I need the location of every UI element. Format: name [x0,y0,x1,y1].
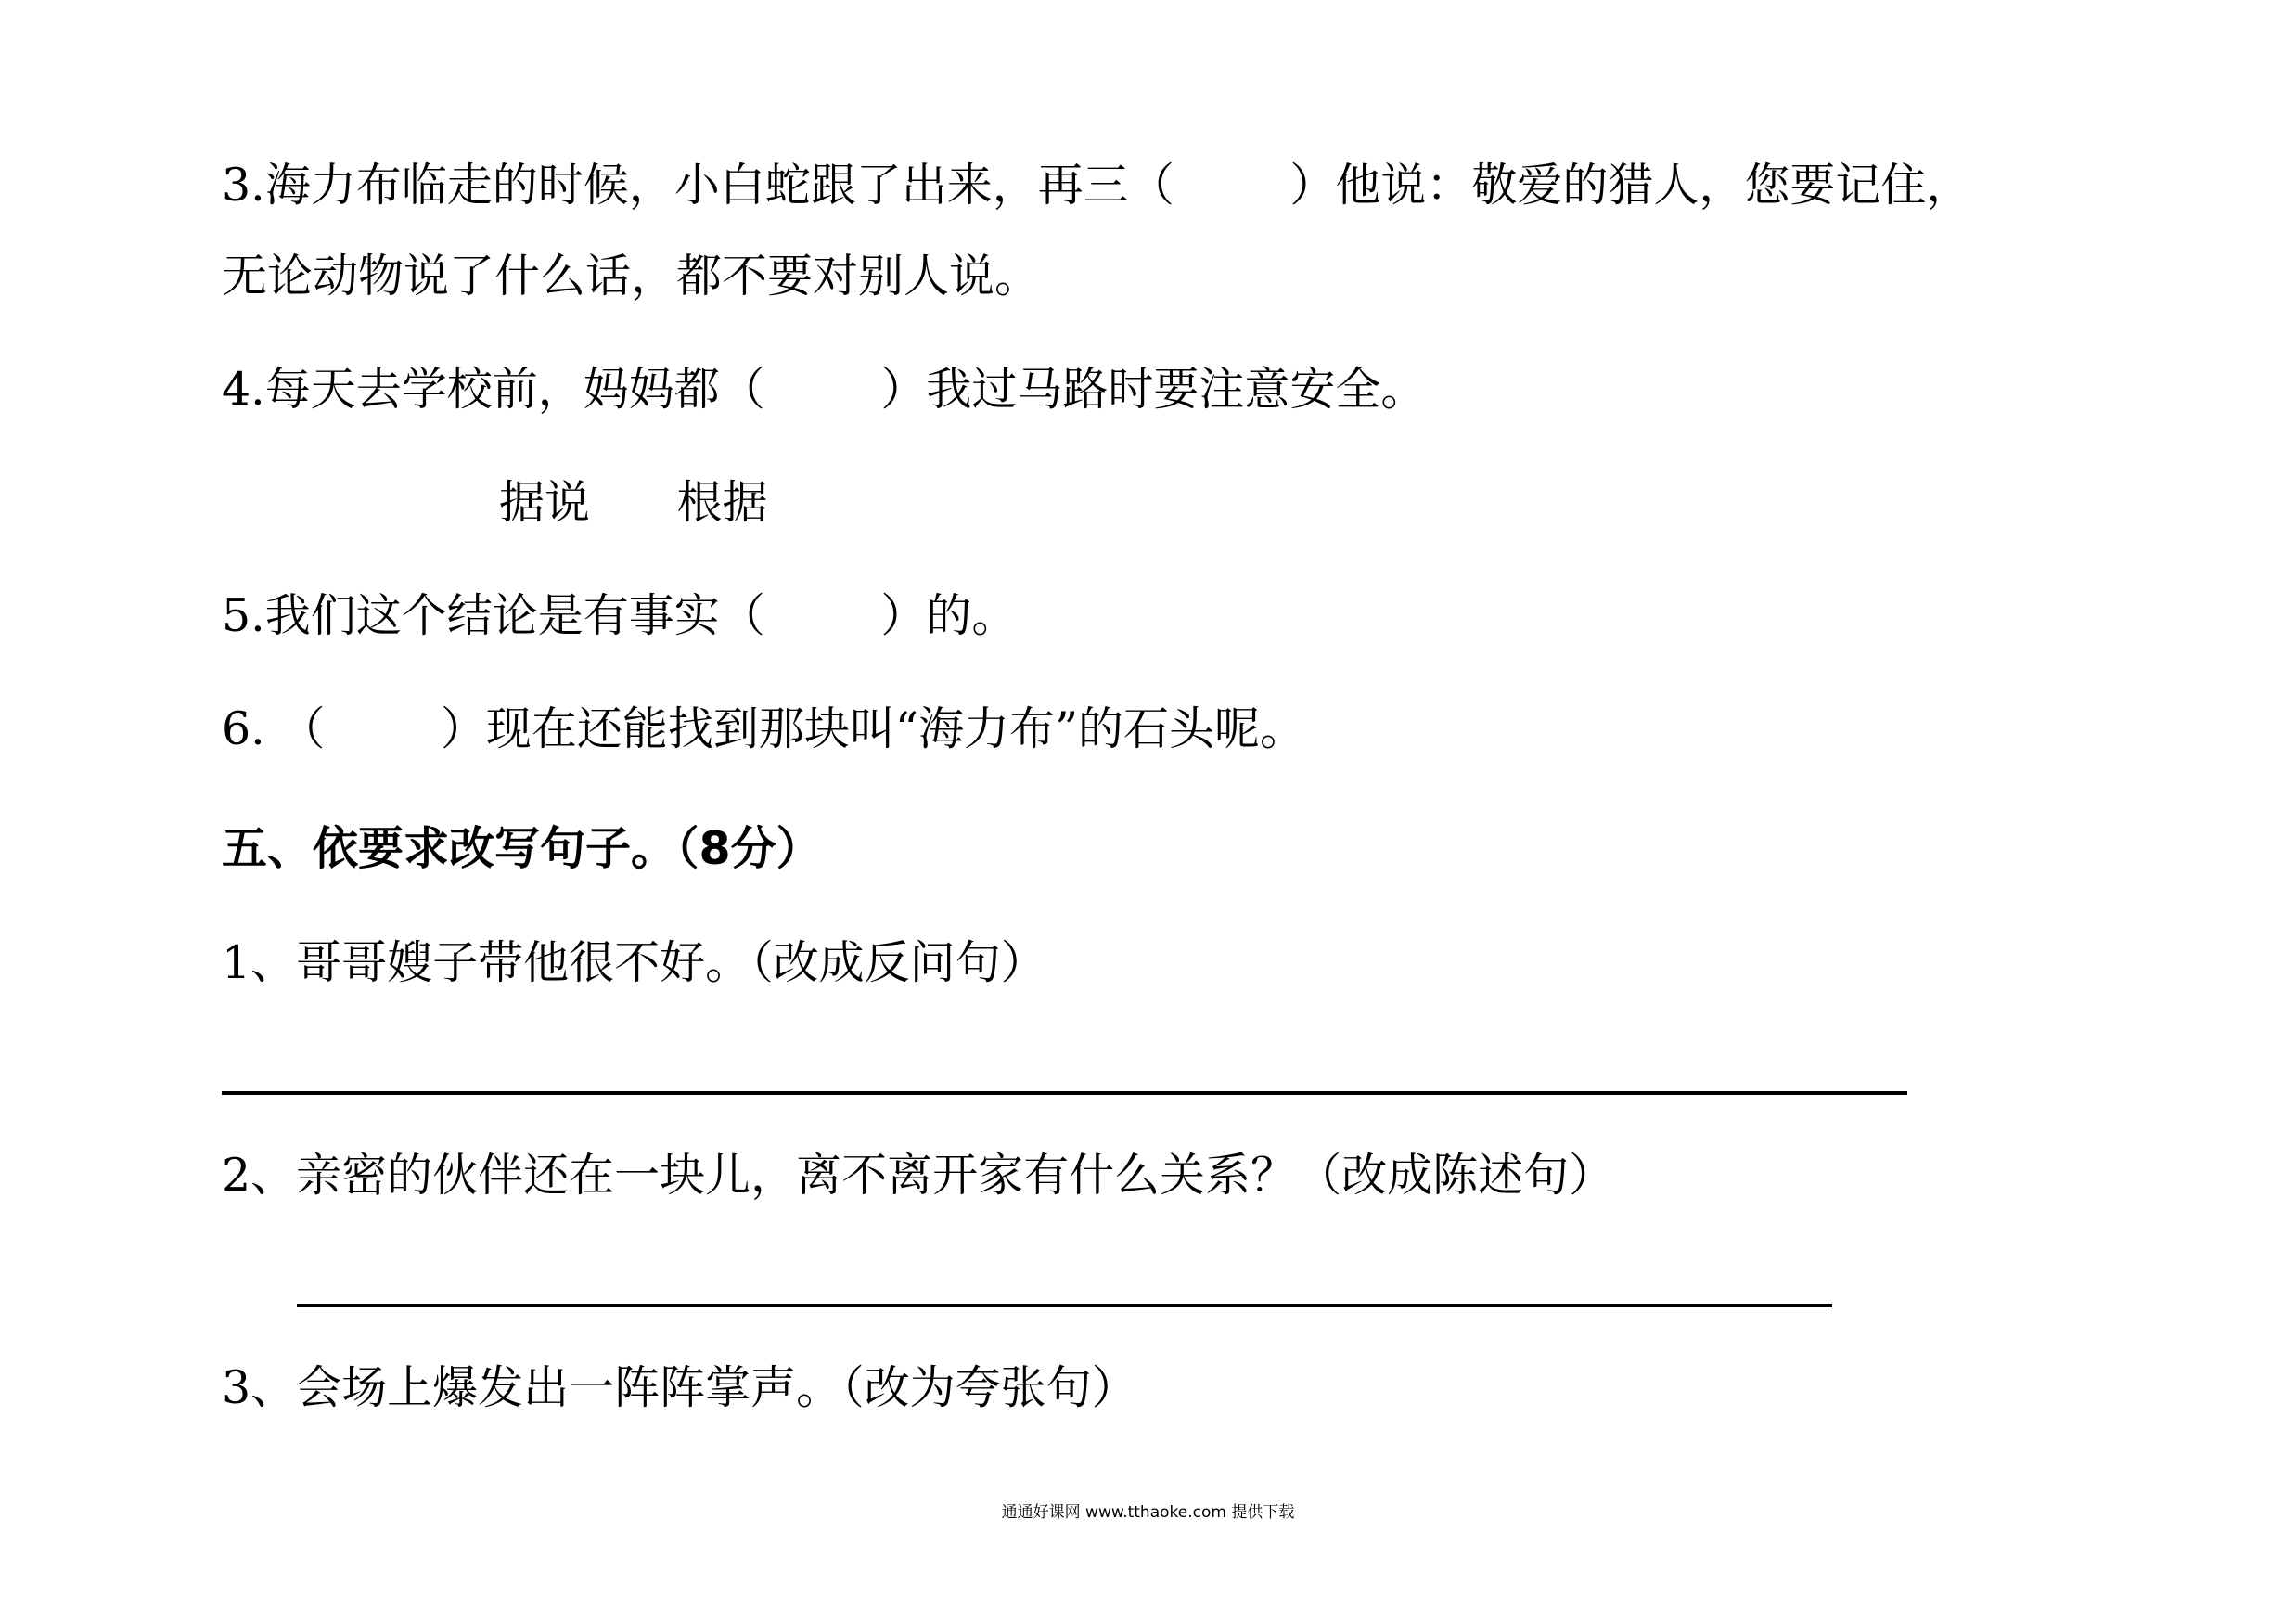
rewrite-item-1: 1、哥哥嫂子带他很不好。（改成反问句） [222,936,1046,989]
question-3-line-1: 3.海力布临走的时候，小白蛇跟了出来，再三（ ）他说：敬爱的猎人，您要记住， [222,159,1972,212]
question-3-line-2: 无论动物说了什么话，都不要对别人说。 [222,250,1041,303]
answer-line-2[interactable] [297,1304,1832,1307]
question-4: 4.每天去学校前，妈妈都（ ）我过马路时要注意安全。 [222,363,1427,416]
footer-text: 通通好课网 www.tthaoke.com 提供下载 [1001,1503,1295,1522]
word-choices: 据说 根据 [499,476,768,529]
rewrite-item-3: 3、会场上爆发出一阵阵掌声。（改为夸张句） [222,1361,1137,1414]
question-5: 5.我们这个结论是有事实（ ）的。 [222,589,1018,642]
section-5-heading: 五、依要求改写句子。（8分） [222,822,822,875]
question-6: 6. （ ）现在还能找到那块叫“海力布”的石头呢。 [222,702,1306,755]
answer-line-1[interactable] [222,1091,1907,1095]
rewrite-item-2: 2、亲密的伙伴还在一块儿，离不离开家有什么关系？（改成陈述句） [222,1149,1615,1202]
